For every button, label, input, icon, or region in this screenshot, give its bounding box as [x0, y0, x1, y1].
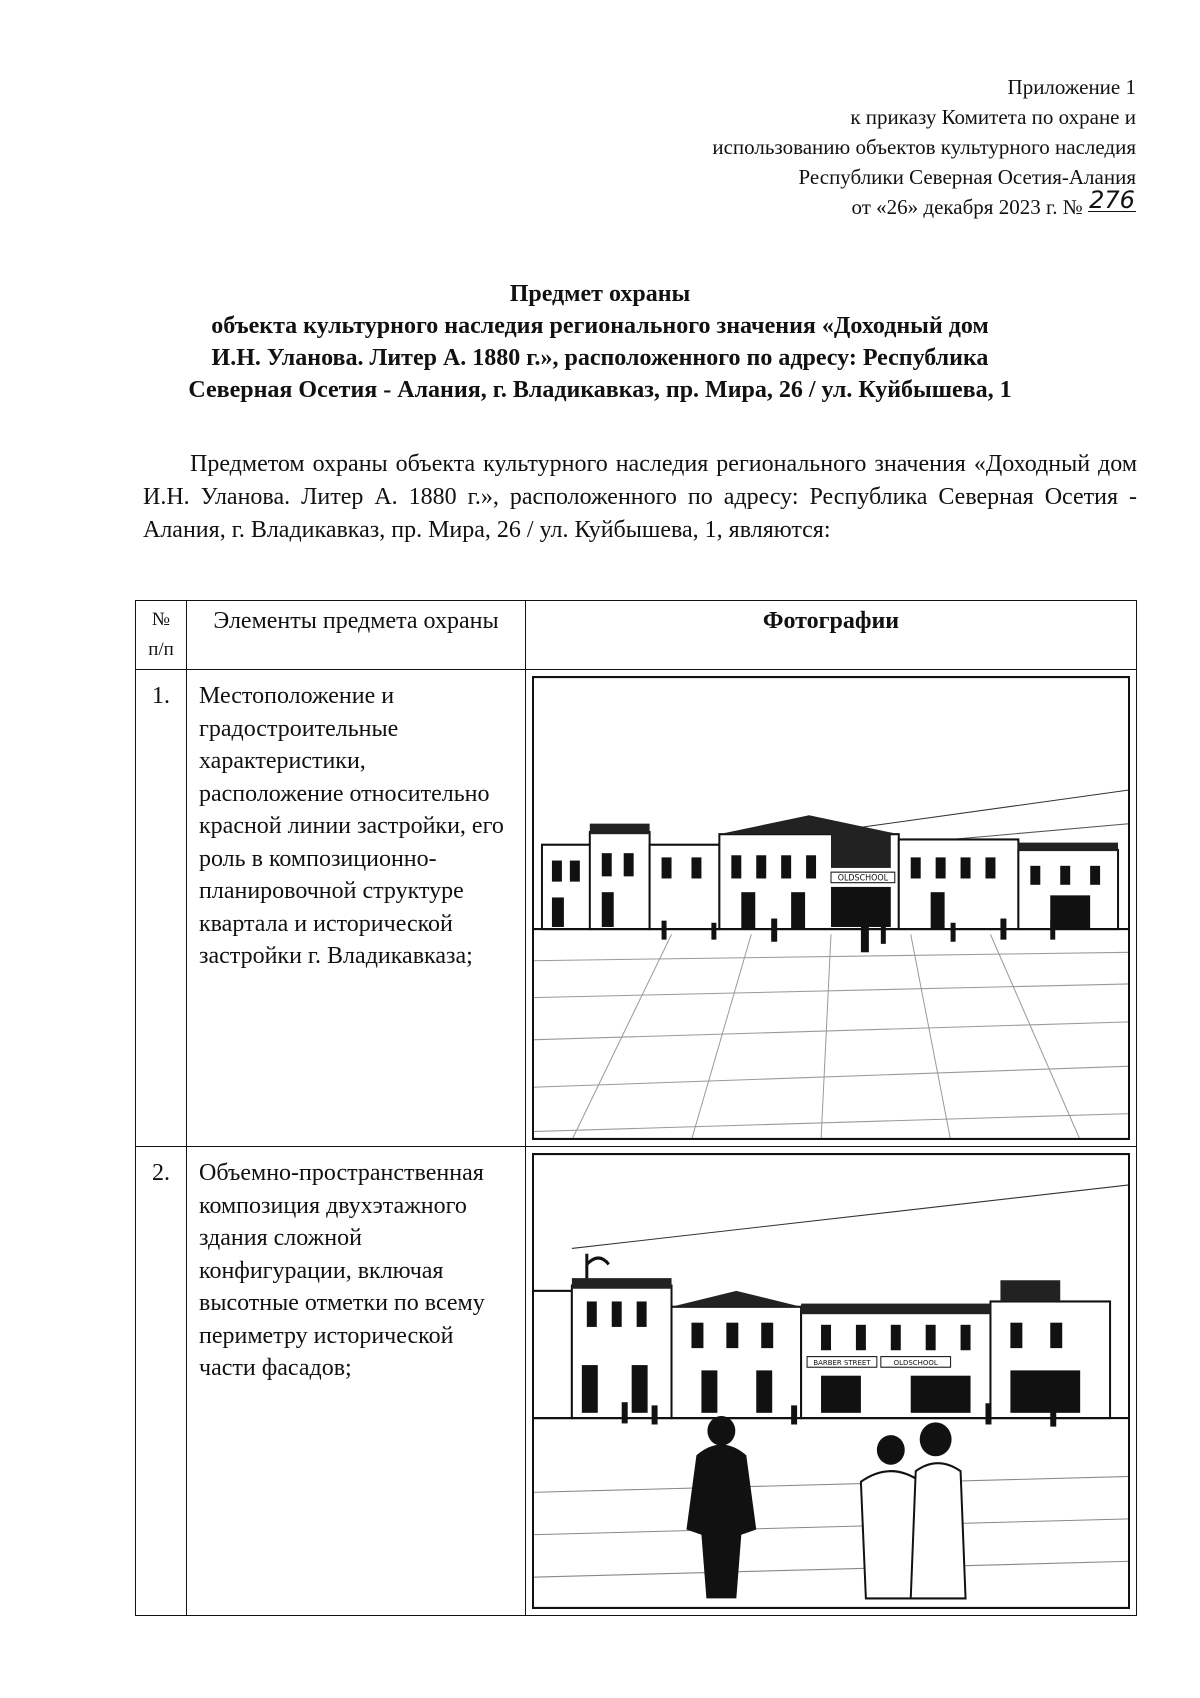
street-photo — [532, 676, 1130, 1140]
street-photo — [532, 1153, 1130, 1609]
appendix-line: Приложение 1 — [1007, 75, 1136, 99]
title-line: И.Н. Уланова. Литер А. 1880 г.», расположенного по адресу: Республика — [211, 345, 989, 371]
order-number-handwritten: 276 — [1089, 186, 1135, 214]
appendix-line: использованию объектов культурного наследия — [712, 135, 1136, 159]
appendix-header — [436, 72, 1136, 222]
appendix-date: от «26» декабря 2023 г. № — [851, 195, 1083, 219]
photo-sign-oldschool: OLDSCHOOL — [893, 1357, 938, 1368]
element-description: Местоположение и градостроительные характеристики, расположение относительно красной линии застройки, его роль в композиционно-планировочной структуре квартала и исторической застройки г. Владикавказа; — [187, 670, 526, 1147]
appendix-date-line — [436, 186, 1136, 222]
appendix-line: Республики Северная Осетия-Алания — [798, 165, 1136, 189]
element-description: Объемно-пространственная композиция двухэтажного здания сложной конфигурации, включая высотные отметки по всему периметру исторической части фасадов; — [187, 1147, 526, 1616]
table-row — [136, 670, 1137, 1147]
header-elements: Элементы предмета охраны — [187, 601, 526, 670]
photo-cell — [526, 1147, 1137, 1616]
protection-elements-table — [135, 600, 1137, 1616]
header-photos: Фотографии — [526, 601, 1137, 670]
title-line: Предмет охраны — [509, 281, 691, 307]
intro-paragraph — [143, 448, 1137, 547]
table-row — [136, 1147, 1137, 1616]
photo-cell — [526, 670, 1137, 1147]
table-header-row — [136, 601, 1137, 670]
header-number: № п/п — [136, 601, 187, 670]
row-number: 2. — [136, 1147, 187, 1616]
appendix-line: к приказу Комитета по охране и — [850, 105, 1136, 129]
title-line: Северная Осетия - Алания, г. Владикавказ, пр. Мира, 26 / ул. Куйбышева, 1 — [188, 377, 1012, 403]
intro-text: Предметом охраны объекта культурного наследия регионального значения «Доходный дом И.Н. Уланова. Литер А. 1880 г.», расположенного по адресу: Республика Северная Осетия - Алания, г. Владикавказ, пр. Мира, 26 / ул. Куйбышева, 1, являются: — [143, 451, 1137, 543]
photo-sign-barber: BARBER STREET — [813, 1357, 871, 1368]
street-photo-image — [532, 676, 1130, 1140]
title-line: объекта культурного наследия регионального значения «Доходный дом — [211, 313, 989, 339]
row-number: 1. — [136, 670, 187, 1147]
street-photo-image — [532, 1153, 1130, 1609]
document-title — [100, 278, 1100, 406]
photo-sign-oldschool: OLDSCHOOL — [837, 872, 889, 883]
